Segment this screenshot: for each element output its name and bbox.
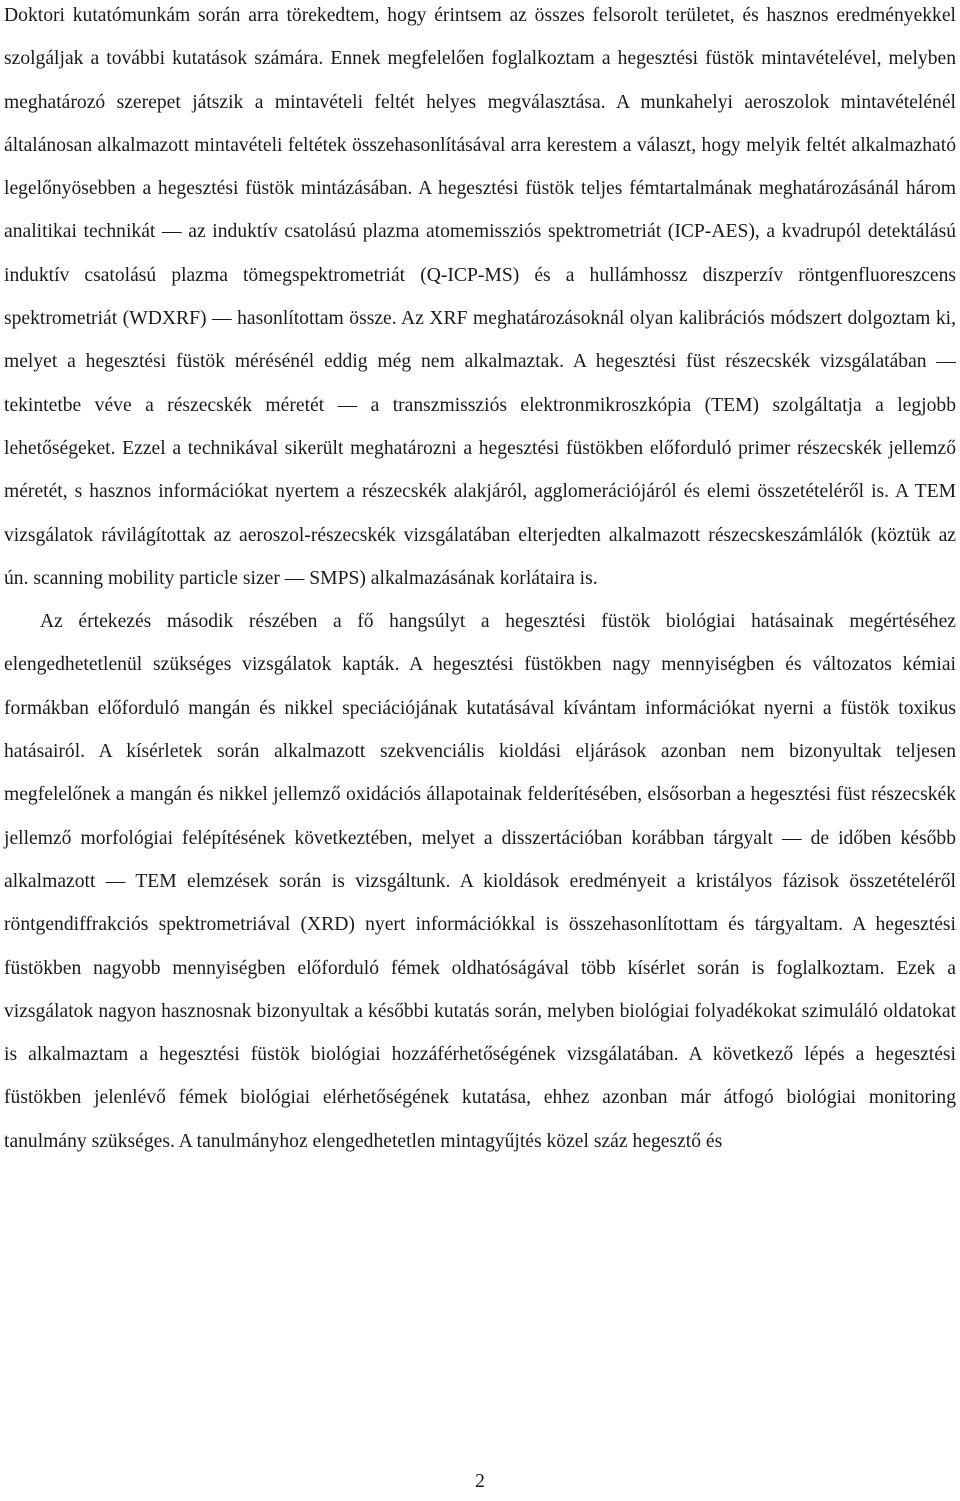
body-paragraph: Az értekezés második részében a fő hangsúlyt a hegesztési füstök biológiai hatásainak megértéséhez elengedhetetlenül szükséges vizsgálatok kapták. A hegesztési füstökben nagy mennyiségben és változatos kémiai formákban előforduló mangán és nikkel speciációjának kutatásával kívántam információkat nyerni a füstök toxikus hatásairól. A kísérletek során alkalmazott szekvenciális kioldási eljárások azonban nem bizonyultak teljesen megfelelőnek a mangán és nikkel jellemző oxidációs állapotainak felderítésében, elsősorban a hegesztési füst részecskék jellemző morfológiai felépítésének következtében, melyet a disszertációban korábban tárgyalt — de időben később alkalmazott — TEM elemzések során is vizsgáltunk. A kioldások eredményeit a kristályos fázisok összetételéről röntgendiffrakciós spektrometriával (XRD) nyert információkkal is összehasonlítottam és tárgyaltam. A hegesztési füstökben nagyobb mennyiségben előforduló fémek oldhatóságával több kísérlet során is foglalkoztam. Ezek a vizsgálatok nagyon hasznosnak bizonyultak a későbbi kutatás során, melyben biológiai folyadékokat szimuláló oldatokat is alkalmaztam a hegesztési füstök biológiai hozzáférhetőségének vizsgálatában. A következő lépés a hegesztési füstökben jelenlévő fémek biológiai elérhetőségének kutatása, ehhez azonban már átfogó biológiai monitoring tanulmány szükséges. A tanulmányhoz elengedhetetlen mintagyűjtés közel száz hegesztő és xyxy=(4,611,956,1152)
body-paragraph: Doktori kutatómunkám során arra törekedtem, hogy érintsem az összes felsorolt területet, és hasznos eredményekkel szolgáljak a további kutatások számára. Ennek megfelelően foglalkoztam a hegesztési füstök mintavételével, melyben meghatározó szerepet játszik a mintavételi feltét helyes megválasztása. A munkahelyi aeroszolok mintavételénél általánosan alkalmazott mintavételi feltétek összehasonlításával arra kerestem a választ, hogy melyik feltét alkalmazható legelőnyösebben a hegesztési füstök mintázásában. A hegesztési füstök teljes fémtartalmának meghatározásánál három analitikai technikát — az induktív csatolású plazma atomemissziós spektrometriát (ICP-AES), a kvadrupól detektálású induktív csatolású plazma tömegspektrometriát (Q-ICP-MS) és a hullámhossz diszperzív röntgenfluoreszcens spektrometriát (WDXRF) — hasonlítottam össze. Az XRF meghatározásoknál olyan kalibrációs módszert dolgoztam ki, melyet a hegesztési füstök mérésénél eddig még nem alkalmaztak. A hegesztési füst részecskék vizsgálatában — tekintetbe véve a részecskék méretét — a transzmissziós elektronmikroszkópia (TEM) szolgáltatja a legjobb lehetőségeket. Ezzel a technikával sikerült meghatározni a hegesztési füstökben előforduló primer részecskék jellemző méretét, s hasznos információkat nyertem a részecskék alakjáról, agglomerációjáról és elemi összetételéről is. A TEM vizsgálatok rávilágítottak az aeroszol-részecskék vizsgálatában elterjedten alkalmazott részecskeszámlálók (köztük az ún. scanning mobility particle sizer — SMPS) alkalmazásának korlátaira is. xyxy=(4,5,956,589)
page-number: 2 xyxy=(475,1471,485,1492)
document-page xyxy=(4,0,956,1163)
